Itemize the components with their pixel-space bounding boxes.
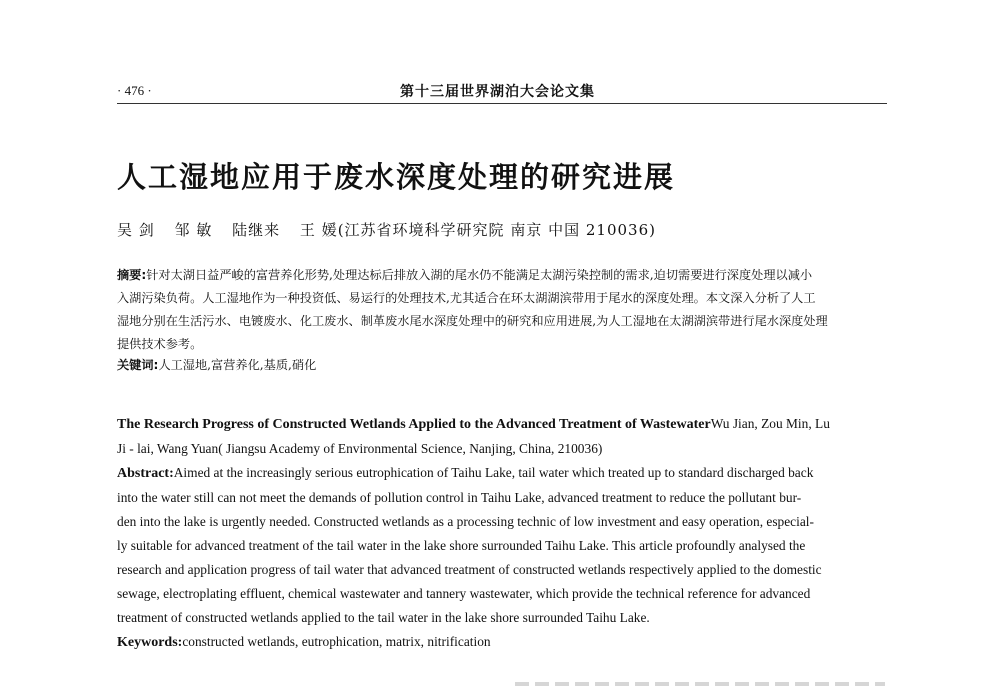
paper-title-cn: 人工湿地应用于废水深度处理的研究进展 <box>117 160 676 194</box>
keywords-cn-label: 关键词: <box>117 358 159 372</box>
abstract-cn-label: 摘要: <box>117 268 147 282</box>
keywords-en-label: Keywords: <box>117 635 183 650</box>
affiliation-cn: (江苏省环境科学研究院 南京 中国 210036) <box>337 221 656 239</box>
abstract-cn-line: 入湖污染负荷。人工湿地作为一种投资低、易运行的处理技术,尤其适合在环太湖湖滨带用于尾水的深度处理。本文深入分析了人工 <box>117 291 816 305</box>
abstract-en-line: ly suitable for advanced treatment of the tail water in the lake shore surrounded Taihu Lake. This article profoundly analysed the <box>117 538 806 553</box>
author: 陆继来 <box>232 221 281 239</box>
running-header: 第十三届世界湖泊大会论文集 <box>400 84 595 100</box>
abstract-en-label: Abstract: <box>117 466 174 481</box>
header-rule <box>117 103 887 104</box>
abstract-en-line: research and application progress of tail water that advanced treatment of constructed wetlands respectively applied to the domestic <box>117 562 822 577</box>
abstract-cn <box>117 264 887 356</box>
author: 邹 敏 <box>174 221 213 239</box>
abstract-cn-line: 针对太湖日益严峻的富营养化形势,处理达标后排放入湖的尾水仍不能满足太湖污染控制的需求,迫切需要进行深度处理以减小 <box>146 268 813 282</box>
keywords-cn <box>117 356 316 373</box>
abstract-en-line: into the water still can not meet the demands of pollution control in Taihu Lake, advanced treatment to reduce the pollutant bur- <box>117 490 802 505</box>
abstract-en-line: sewage, electroplating effluent, chemical wastewater and tannery wastewater, which provide the technical reference for advanced <box>117 586 811 601</box>
page-number: · 476 · <box>117 83 152 98</box>
abstract-en-line: Aimed at the increasingly serious eutrophication of Taihu Lake, tail water which treated up to standard discharged back <box>173 465 814 480</box>
abstract-cn-line: 提供技术参考。 <box>117 337 203 351</box>
paper-title-en: The Research Progress of Constructed Wetlands Applied to the Advanced Treatment of Wastewater <box>117 417 711 432</box>
keywords-cn-text: 人工湿地,富营养化,基质,硝化 <box>158 358 317 372</box>
english-section <box>117 412 887 655</box>
abstract-en-line: den into the lake is urgently needed. Constructed wetlands as a processing technic of low investment and easy operation, especial- <box>117 514 814 529</box>
author: 王 媛 <box>299 221 338 239</box>
abstract-cn-line: 湿地分别在生活污水、电镀废水、化工废水、制革废水尾水深度处理中的研究和应用进展,为人工湿地在太湖湖滨带进行尾水深度处理 <box>117 314 828 328</box>
cut-off-text-fragment <box>515 682 885 686</box>
keywords-en-text: constructed wetlands, eutrophication, matrix, nitrification <box>182 634 491 649</box>
authors-en: Wu Jian, Zou Min, Lu <box>710 416 830 431</box>
abstract-en-line: treatment of constructed wetlands applied to the tail water in the lake shore surrounded Taihu Lake. <box>117 610 650 625</box>
author: 吴 剑 <box>117 221 155 239</box>
affiliation-en: Ji - lai, Wang Yuan( Jiangsu Academy of Environmental Science, Nanjing, China, 210036) <box>117 441 603 456</box>
authors-cn <box>117 219 656 240</box>
